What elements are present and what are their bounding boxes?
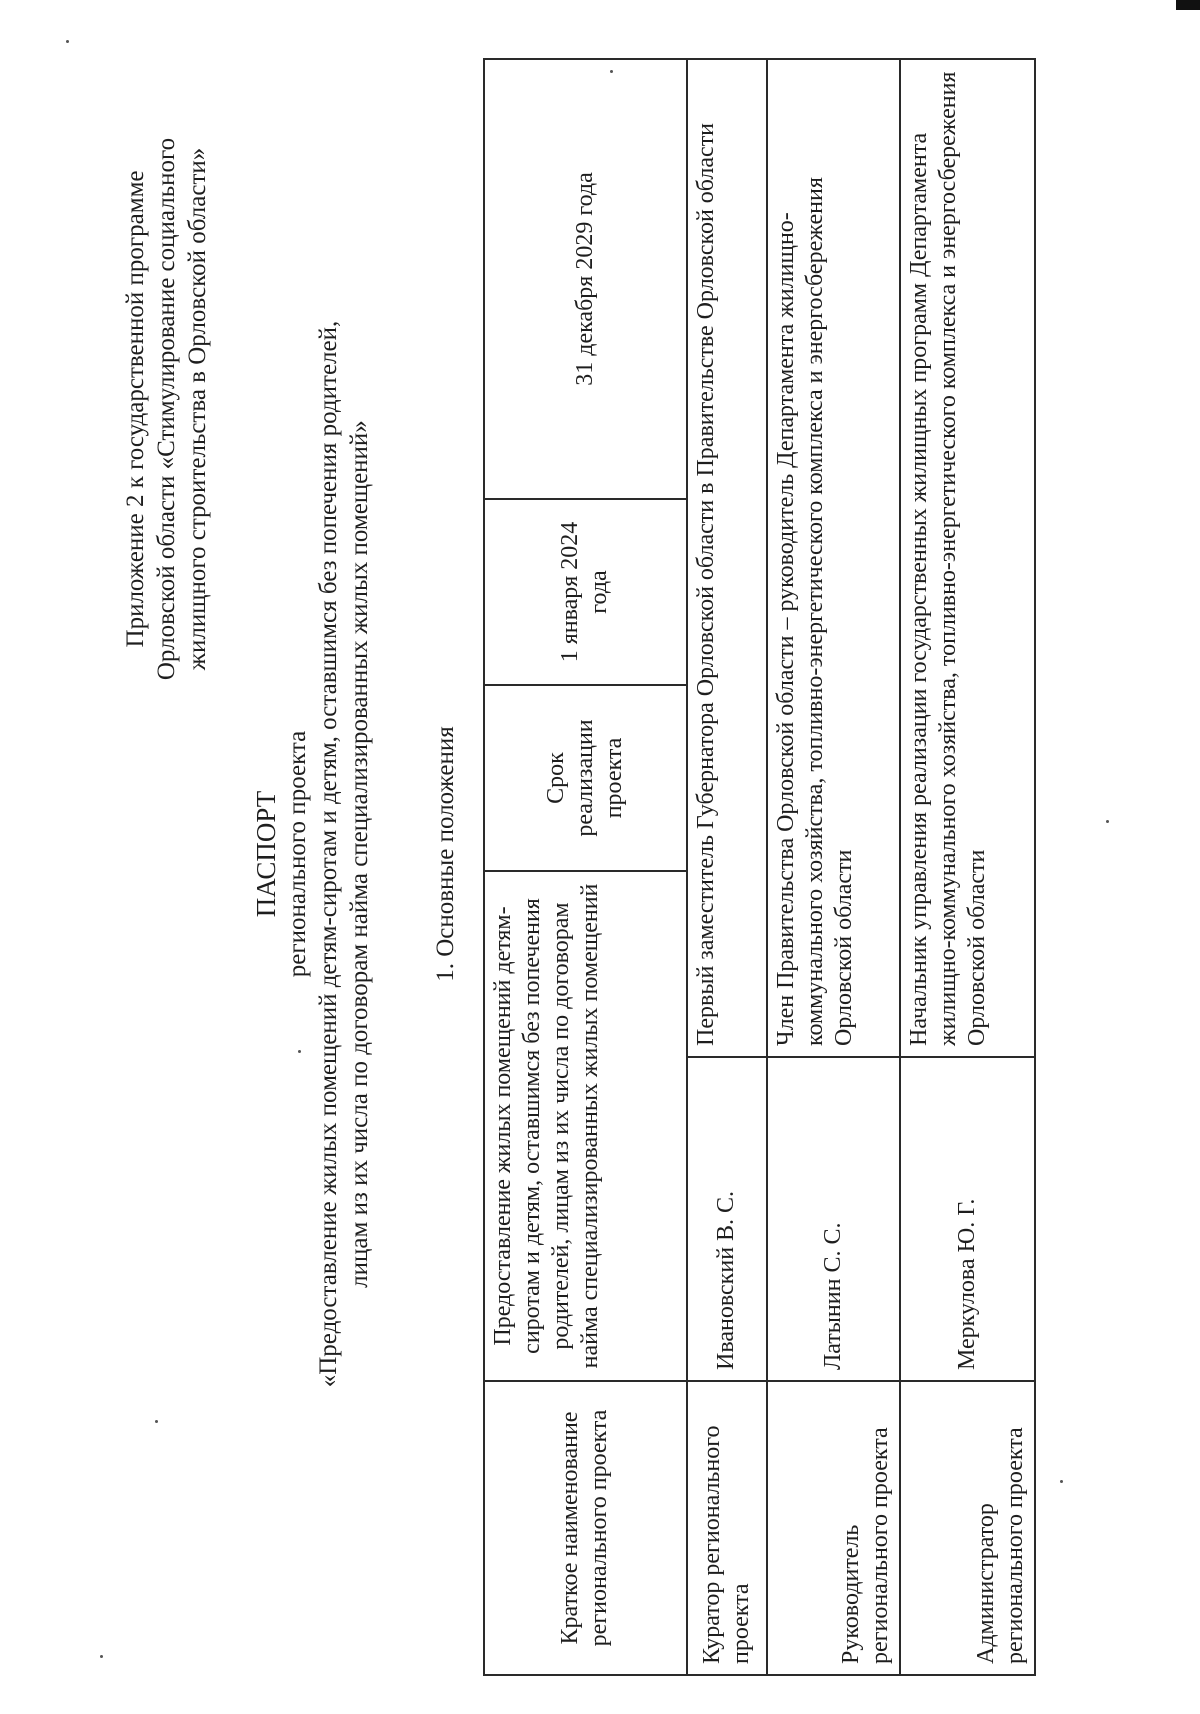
head-label-cell: Руководитель регионального проекта [767, 1381, 900, 1675]
table-row [900, 59, 1035, 1675]
admin-name-cell: Меркулова Ю. Г. [900, 1057, 1035, 1381]
project-name-line-2: лицам из их числа по договорам найма специализированных жилых помещений» [346, 420, 373, 1288]
short-name-label-cell: Краткое наименование регионального проекта [484, 1381, 687, 1675]
admin-position-cell: Начальник управления реализации государственных жилищных программ Департамента жилищно-коммунального хозяйства, топливно-энергетического комплекса и энергосбережения Орловской области [900, 59, 1035, 1057]
curator-name-cell: Ивановский В. С. [687, 1057, 768, 1381]
term-end-cell: 31 декабря 2029 года [484, 59, 687, 499]
scan-speck [66, 40, 69, 43]
appendix-line-2: Орловской области «Стимулирование социального [153, 137, 180, 681]
scan-speck [298, 1050, 301, 1053]
table-row [767, 59, 900, 1675]
head-position-cell: Член Правительства Орловской области – руководитель Департамента жилищно-коммунального хозяйства, топливно-энергетического комплекса и энергосбережения Орловской области [767, 59, 900, 1057]
scan-speck [1106, 820, 1109, 823]
term-start-cell: 1 января 2024 года [484, 499, 687, 685]
curator-position-cell: Первый заместитель Губернатора Орловской области в Правительстве Орловской области [687, 59, 768, 1057]
scan-speck [100, 1655, 103, 1658]
short-name-value-cell: Предоставление жилых помещений детям-сиротам и детям, оставшимся без попечения родителей, лицам из их числа по договорам найма специализированных жилых помещений [484, 871, 687, 1381]
appendix-line-1: Приложение 2 к государственной программе [122, 170, 149, 648]
scan-speck [1060, 1480, 1063, 1483]
passport-title: ПАСПОРТ [251, 790, 281, 918]
admin-label-cell: Администратор регионального проекта [900, 1381, 1035, 1675]
term-label-cell: Срок реализации проекта [484, 685, 687, 871]
scan-speck [155, 1420, 158, 1423]
passport-subtitle: регионального проекта [284, 730, 311, 978]
appendix-note [120, 64, 213, 754]
head-name-cell: Латынин С. С. [767, 1057, 900, 1381]
project-name-line-1: «Предоставление жилых помещений детям-сиротам и детям, оставшимся без попечения родителей, [315, 320, 342, 1388]
scan-speck [610, 70, 613, 73]
table-row [484, 59, 687, 1675]
basic-provisions-table [483, 58, 1036, 1676]
appendix-line-3: жилищного строительства в Орловской области» [184, 147, 211, 671]
section-heading: 1. Основные положения [432, 726, 459, 982]
table-row [687, 59, 768, 1675]
passport-header [250, 124, 375, 1584]
curator-label-cell: Куратор регионального проекта [687, 1381, 768, 1675]
